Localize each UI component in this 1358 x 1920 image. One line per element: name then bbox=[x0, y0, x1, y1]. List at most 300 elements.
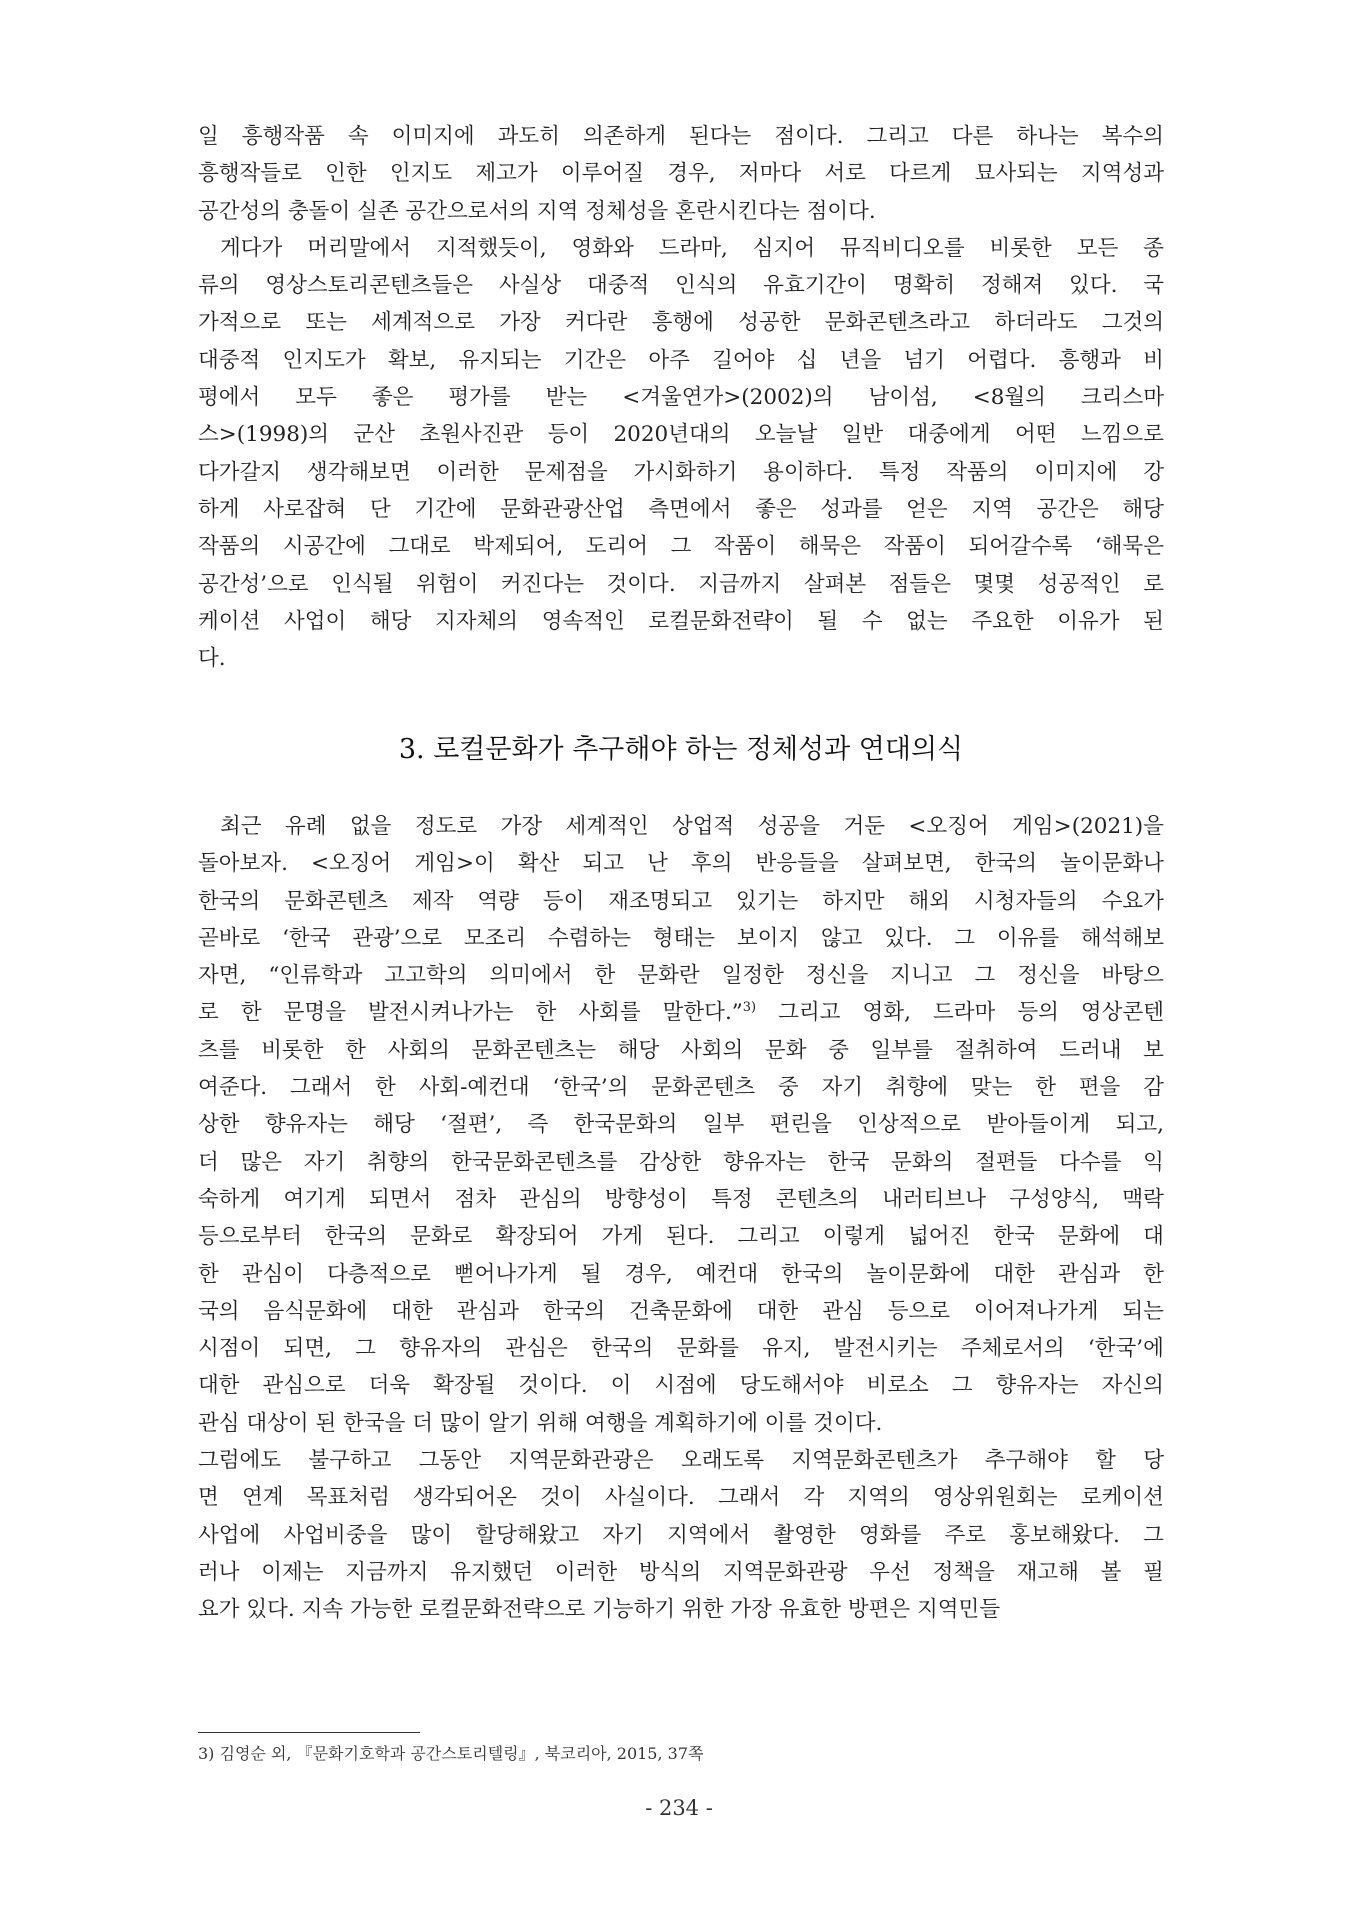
word: 유효기간이 bbox=[763, 273, 868, 299]
word: 맞는 bbox=[970, 1075, 1013, 1101]
text-line: 관심 대상이 된 한국을 더 많이 알기 위해 여행을 계획하기에 이를 것이다. bbox=[198, 1410, 883, 1436]
word: 지자체의 bbox=[435, 608, 519, 634]
text-line bbox=[198, 1517, 1164, 1554]
word: 당 bbox=[1143, 1448, 1164, 1474]
word: 자면, bbox=[198, 963, 247, 989]
word: 있기는 bbox=[736, 888, 799, 914]
word: 할 bbox=[1095, 1448, 1116, 1474]
word: 받는 bbox=[545, 385, 588, 411]
word: 가게 bbox=[601, 1224, 644, 1250]
word: 지니고 bbox=[890, 963, 953, 989]
word: 한국의 bbox=[198, 888, 261, 914]
word: 해석해보 bbox=[1080, 925, 1164, 951]
word: 것이다. bbox=[606, 571, 676, 597]
word: 인상적으로 bbox=[857, 1112, 962, 1138]
word: 유지했던 bbox=[450, 1559, 534, 1585]
word: 될 bbox=[817, 608, 839, 634]
word: 러나 bbox=[198, 1559, 240, 1585]
word: 후의 bbox=[690, 851, 733, 877]
word: 아주 bbox=[648, 347, 690, 373]
word: 거둔 bbox=[843, 814, 885, 839]
word: 그 bbox=[951, 1373, 973, 1399]
word: 한 bbox=[1035, 1075, 1056, 1101]
word: 되면, bbox=[283, 1336, 332, 1362]
text-line bbox=[198, 1256, 1164, 1293]
word: 지역의 bbox=[847, 1485, 910, 1511]
word: 한국의 bbox=[781, 1261, 844, 1287]
word: <오징어 bbox=[311, 851, 392, 877]
word: 등으로 bbox=[887, 1298, 950, 1324]
word: 그리고 bbox=[778, 1000, 841, 1026]
word: 문화를 bbox=[676, 1336, 739, 1362]
text-line bbox=[198, 1479, 1164, 1516]
word: 많은 bbox=[240, 1149, 283, 1175]
word: 영상콘텐 bbox=[1080, 1000, 1164, 1026]
word: 한 bbox=[375, 1075, 396, 1101]
word: 당도해서야 bbox=[739, 1373, 844, 1399]
word: 로 bbox=[198, 1000, 219, 1026]
word: 문명을 bbox=[283, 1000, 346, 1026]
word: 불구하고 bbox=[308, 1448, 392, 1474]
word: 묘사되는 bbox=[974, 161, 1058, 187]
word: 지역 bbox=[971, 496, 1013, 522]
word: 다가갈지 bbox=[198, 459, 282, 485]
word: 평가를 bbox=[448, 385, 511, 411]
word: 자기 bbox=[821, 1075, 864, 1101]
word: 이렇게 bbox=[822, 1224, 885, 1250]
word: 문화콘텐츠라고 bbox=[824, 310, 971, 336]
word: 수요가 bbox=[1101, 888, 1164, 914]
word: 성과를 bbox=[820, 496, 883, 522]
word: 살펴보면, bbox=[861, 851, 952, 877]
word: 최근 bbox=[220, 814, 262, 839]
word: 해당 bbox=[617, 1037, 660, 1063]
word: 등이 bbox=[542, 888, 585, 914]
footnote-divider bbox=[198, 1732, 420, 1733]
word: 되고 bbox=[582, 851, 624, 877]
word: 관심과 bbox=[1057, 1261, 1121, 1287]
word: 측면에서 bbox=[648, 496, 732, 522]
word: 되면서 bbox=[369, 1186, 432, 1212]
word: 없을 bbox=[349, 814, 392, 839]
word: 작품의 bbox=[198, 534, 261, 560]
word: 절편들 bbox=[975, 1149, 1038, 1175]
word: 된다는 bbox=[689, 124, 752, 149]
word: 사로잡혀 bbox=[263, 496, 347, 522]
word: 하지만 bbox=[822, 888, 885, 914]
word: 공간성’으로 bbox=[198, 571, 309, 597]
word: 그리고 bbox=[866, 124, 929, 149]
word: 로케이션 bbox=[1080, 1485, 1164, 1511]
word: 될 bbox=[580, 1261, 602, 1287]
word: 향유자는 bbox=[722, 1149, 807, 1175]
word: 이어져나가게 bbox=[973, 1298, 1099, 1324]
word: 상한 bbox=[198, 1112, 240, 1138]
word: 말한다.”$^{3)}$ bbox=[662, 1000, 757, 1026]
word: 추구해야 bbox=[984, 1448, 1068, 1474]
word: 어렵다. bbox=[967, 347, 1037, 373]
word: 관심과 bbox=[456, 1298, 519, 1324]
text-line: 요가 있다. 지속 가능한 로컬문화전략으로 기능하기 위한 가장 유효한 방편은 지역민들 bbox=[198, 1597, 1001, 1623]
word: 커다란 bbox=[565, 310, 628, 336]
word: 느낌으로 bbox=[1080, 422, 1164, 448]
word: 면 bbox=[198, 1485, 219, 1511]
word: 살펴본 bbox=[803, 571, 867, 597]
word: 정신을 bbox=[1017, 963, 1080, 989]
word: 되는 bbox=[1122, 1298, 1164, 1324]
word: 의존하게 bbox=[582, 124, 667, 149]
word: 예컨대 bbox=[695, 1261, 759, 1287]
word: 다층적으로 bbox=[327, 1261, 431, 1287]
word: ‘한국 bbox=[282, 925, 331, 951]
word: 드라마, bbox=[658, 235, 728, 261]
word: 그대로 bbox=[388, 534, 451, 560]
word: <8월의 bbox=[972, 385, 1046, 411]
word: 즉 bbox=[527, 1112, 549, 1138]
word: 국의 bbox=[198, 1298, 240, 1324]
word: 지역문화콘텐츠가 bbox=[791, 1448, 958, 1474]
text-line bbox=[198, 808, 1164, 845]
word: 구성양식, bbox=[1009, 1186, 1100, 1212]
word: 주요한 bbox=[971, 608, 1034, 634]
word: 스>(1998)의 bbox=[198, 422, 330, 448]
word: 한 bbox=[198, 1261, 219, 1287]
word: 정책을 bbox=[932, 1559, 995, 1585]
text-line bbox=[198, 267, 1164, 304]
word: 머리말에서 bbox=[307, 235, 412, 261]
word: 문화의 bbox=[891, 1149, 954, 1175]
text-line bbox=[198, 1554, 1164, 1591]
word: 향유자의 bbox=[399, 1336, 483, 1362]
text-line bbox=[198, 957, 1164, 994]
word: 이제는 bbox=[261, 1559, 324, 1585]
word: 게다가 bbox=[220, 235, 283, 261]
word: 바탕으 bbox=[1101, 963, 1164, 989]
word: 정해져 bbox=[980, 273, 1044, 299]
word: 몇몇 bbox=[973, 571, 1016, 597]
word: 속 bbox=[347, 124, 369, 149]
word: 평에서 bbox=[198, 385, 261, 411]
word: 문화콘텐츠 bbox=[284, 888, 389, 914]
word: 촬영한 bbox=[773, 1522, 836, 1548]
text-line bbox=[198, 1442, 1164, 1479]
word: 관심의 bbox=[519, 1186, 582, 1212]
word: 인식될 bbox=[331, 571, 394, 597]
word: 중 bbox=[777, 1075, 799, 1101]
word: 대한 bbox=[391, 1298, 433, 1324]
word: 제작 bbox=[411, 888, 454, 914]
word: 의미에서 bbox=[489, 963, 573, 989]
word: 관심으로 bbox=[262, 1373, 346, 1399]
word: 것이 bbox=[540, 1485, 582, 1511]
word: 십 bbox=[796, 347, 818, 373]
word: 용이하다. bbox=[763, 459, 854, 485]
word: 지역에서 bbox=[667, 1522, 751, 1548]
word: 비로소 bbox=[866, 1373, 929, 1399]
word: 가장 bbox=[499, 310, 541, 336]
text-line bbox=[198, 342, 1164, 379]
word: 모조리 bbox=[463, 925, 527, 951]
word: 더 bbox=[198, 1149, 219, 1175]
word: 기간은 bbox=[563, 347, 627, 373]
word: 곧바로 bbox=[198, 925, 261, 951]
word: 크리스마 bbox=[1080, 385, 1164, 411]
word: 자기 bbox=[303, 1149, 346, 1175]
word: 비롯한 bbox=[261, 1037, 324, 1063]
word: 편린을 bbox=[769, 1112, 832, 1138]
text-line bbox=[198, 491, 1164, 528]
word: 국 bbox=[1143, 273, 1164, 299]
word: 경우, bbox=[667, 161, 716, 187]
word: 이유를 bbox=[996, 925, 1060, 951]
word: 문화에 bbox=[1057, 1224, 1121, 1250]
text-line bbox=[198, 1032, 1164, 1069]
word: 그 bbox=[954, 925, 976, 951]
word: 방향성이 bbox=[604, 1186, 688, 1212]
word: 영상스토리콘텐츠들은 bbox=[265, 273, 474, 299]
word: 이 bbox=[610, 1373, 632, 1399]
word: 점차 bbox=[454, 1186, 497, 1212]
word: 그 bbox=[355, 1336, 376, 1362]
word: 등이 bbox=[547, 422, 590, 448]
text-line bbox=[198, 118, 1164, 155]
word: 영속적인 bbox=[541, 608, 625, 634]
word: 한국의 bbox=[974, 851, 1038, 877]
word: 보 bbox=[1143, 1037, 1164, 1063]
word: ‘해묵은 bbox=[1094, 534, 1164, 560]
word: 비롯한 bbox=[989, 235, 1052, 261]
word: 게임>(2021)을 bbox=[1012, 814, 1164, 839]
word: 문화란 bbox=[637, 963, 700, 989]
word: 특정 bbox=[878, 459, 921, 485]
word: 사업비중을 bbox=[283, 1522, 388, 1548]
text-line bbox=[198, 379, 1164, 416]
word: 이미지에 bbox=[1034, 459, 1118, 485]
word: 난 bbox=[647, 851, 668, 877]
word: 인한 bbox=[325, 161, 367, 187]
word: 감상한 bbox=[638, 1149, 702, 1175]
word: 일부 bbox=[702, 1112, 745, 1138]
word: 강 bbox=[1143, 459, 1164, 485]
word: 재조명되고 bbox=[608, 888, 713, 914]
word: 있다. bbox=[1069, 273, 1118, 299]
word: 길어야 bbox=[712, 347, 775, 373]
word: 한 bbox=[240, 1000, 262, 1026]
word: 대 bbox=[1143, 1224, 1164, 1250]
text-line bbox=[198, 1181, 1164, 1218]
word: 넘기 bbox=[903, 347, 945, 373]
text-line: 다. bbox=[198, 646, 226, 672]
text-line bbox=[198, 454, 1164, 491]
word: 일반 bbox=[841, 422, 884, 448]
word: 해외 bbox=[908, 888, 950, 914]
word: 년을 bbox=[839, 347, 882, 373]
word: 단 bbox=[369, 496, 391, 522]
word: 수 bbox=[861, 608, 883, 634]
word: 류의 bbox=[198, 273, 240, 299]
word: 없는 bbox=[906, 608, 948, 634]
word: <오징어 bbox=[908, 814, 989, 839]
word: 발전시켜나가는 bbox=[368, 1000, 514, 1026]
word: 이러한 bbox=[554, 1559, 618, 1585]
word: 게임>이 bbox=[414, 851, 495, 877]
word: 자신의 bbox=[1101, 1373, 1164, 1399]
word: 하나는 bbox=[1016, 124, 1079, 149]
word: 흥행작품 bbox=[241, 124, 325, 149]
text-line bbox=[198, 155, 1164, 192]
word: 주체로서의 bbox=[960, 1336, 1065, 1362]
word: 문화콘텐츠 bbox=[651, 1075, 756, 1101]
text-line bbox=[198, 1330, 1164, 1367]
word: 하더라도 bbox=[994, 310, 1078, 336]
word: 된다. bbox=[666, 1224, 715, 1250]
word: 감 bbox=[1143, 1075, 1164, 1101]
word: 비 bbox=[1143, 347, 1164, 373]
word: 반응들을 bbox=[755, 851, 839, 877]
word: 지적했듯이, bbox=[435, 235, 547, 261]
word: 할당해왔고 bbox=[475, 1522, 580, 1548]
text-line bbox=[198, 1069, 1164, 1106]
word: 명확히 bbox=[892, 273, 956, 299]
word: 그 bbox=[974, 963, 996, 989]
word: 어떤 bbox=[1014, 422, 1057, 448]
word: 하게 bbox=[198, 496, 240, 522]
word: 사회를 bbox=[578, 1000, 641, 1026]
word: 로 bbox=[1143, 571, 1164, 597]
word: 사업이 bbox=[283, 608, 347, 634]
text-line bbox=[198, 230, 1164, 267]
word: 확장될 bbox=[433, 1373, 496, 1399]
word: 관광’으로 bbox=[352, 925, 443, 951]
word: 성공적인 bbox=[1037, 571, 1121, 597]
word: 않고 bbox=[820, 925, 863, 951]
word: 해묵은 bbox=[798, 534, 862, 560]
word: 좋은 bbox=[371, 385, 414, 411]
word: 가적으로 bbox=[198, 310, 282, 336]
text-line bbox=[198, 603, 1164, 640]
word: 관심은 bbox=[505, 1336, 568, 1362]
word: 지역문화관광은 bbox=[508, 1448, 654, 1474]
word: 맥락 bbox=[1122, 1186, 1164, 1212]
word: 익 bbox=[1143, 1149, 1164, 1175]
word: 문화관광산업 bbox=[500, 496, 625, 522]
word: 작품의 bbox=[946, 459, 1009, 485]
word: 취향에 bbox=[885, 1075, 949, 1101]
word: 대중적 bbox=[586, 273, 650, 299]
text-line bbox=[198, 1367, 1164, 1404]
word: 남이섬, bbox=[868, 385, 938, 411]
word: 이러한 bbox=[436, 459, 499, 485]
text-line bbox=[198, 994, 1164, 1031]
word: 서로 bbox=[824, 161, 866, 187]
word: 오늘날 bbox=[754, 422, 818, 448]
word: 한국문화콘텐츠를 bbox=[451, 1149, 618, 1175]
word: 사회-예컨대 bbox=[418, 1075, 530, 1101]
footnote-marker: 3) bbox=[742, 1000, 757, 1016]
word: 시점이 bbox=[198, 1336, 261, 1362]
word: 2020년대의 bbox=[613, 422, 731, 448]
word: 기간에 bbox=[414, 496, 477, 522]
word: 관심 bbox=[822, 1298, 864, 1324]
word: 다르게 bbox=[889, 161, 952, 187]
word: 작품이 bbox=[713, 534, 777, 560]
text-line bbox=[198, 1293, 1164, 1330]
word: 박제되어, bbox=[473, 534, 564, 560]
word: 모두 bbox=[295, 385, 337, 411]
word: 일부를 bbox=[870, 1037, 933, 1063]
word: 필 bbox=[1143, 1559, 1164, 1585]
word: 인지도가 bbox=[282, 347, 366, 373]
word: 향유자는 bbox=[995, 1373, 1079, 1399]
word: 일정한 bbox=[721, 963, 784, 989]
word: 되고, bbox=[1115, 1112, 1164, 1138]
word: 케이션 bbox=[198, 608, 261, 634]
word: 위험이 bbox=[416, 571, 479, 597]
word: 이유가 bbox=[1057, 608, 1120, 634]
word: 홍보해왔다. bbox=[1009, 1522, 1120, 1548]
word: 이미지에 bbox=[391, 124, 475, 149]
word: 한국의 bbox=[324, 1224, 388, 1250]
word: 가시화하기 bbox=[633, 459, 738, 485]
word: 형태는 bbox=[652, 925, 716, 951]
word: 지역문화관광 bbox=[722, 1559, 848, 1585]
word: 인지도 bbox=[389, 161, 453, 187]
text-line bbox=[198, 566, 1164, 603]
word: 상업적 bbox=[672, 814, 735, 839]
word: 한국 bbox=[827, 1149, 870, 1175]
word: 확장되어 bbox=[495, 1224, 579, 1250]
word: 해당 bbox=[373, 1112, 415, 1138]
word: 지금까지 bbox=[345, 1559, 429, 1585]
word: 한 bbox=[345, 1037, 366, 1063]
word: 가장 bbox=[500, 814, 543, 839]
word: 드라마 bbox=[932, 1000, 996, 1026]
word: 한 bbox=[535, 1000, 557, 1026]
word: 주로 bbox=[944, 1522, 986, 1548]
word: 한 bbox=[1143, 1261, 1164, 1287]
word: 인식의 bbox=[675, 273, 738, 299]
word: 정도로 bbox=[414, 814, 478, 839]
word: 것이다. bbox=[518, 1373, 588, 1399]
word: 뻗어나가게 bbox=[453, 1261, 558, 1287]
word: 연계 bbox=[241, 1485, 284, 1511]
word: 유지되는 bbox=[458, 347, 542, 373]
word: 커진다는 bbox=[500, 571, 584, 597]
word: 과도히 bbox=[497, 124, 560, 149]
word: 심지어 bbox=[752, 235, 816, 261]
body-text-bottom bbox=[198, 808, 1164, 1629]
word: 볼 bbox=[1100, 1559, 1122, 1585]
word: 편을 bbox=[1078, 1075, 1121, 1101]
word: 받아들이게 bbox=[986, 1112, 1091, 1138]
word: 사실상 bbox=[498, 273, 562, 299]
word: 그래서 bbox=[717, 1485, 781, 1511]
word: 세계적으로 bbox=[371, 310, 475, 336]
word: 종 bbox=[1143, 235, 1164, 261]
word: 대중에게 bbox=[907, 422, 991, 448]
word: 지금까지 bbox=[698, 571, 782, 597]
word: “인류학과 bbox=[268, 963, 363, 989]
word: 우선 bbox=[869, 1559, 911, 1585]
word: 발전시키는 bbox=[833, 1336, 938, 1362]
word: 사업에 bbox=[198, 1522, 261, 1548]
word: 일 bbox=[198, 124, 219, 149]
word: 경우, bbox=[624, 1261, 673, 1287]
word: 숙하게 bbox=[198, 1186, 261, 1212]
text-line bbox=[198, 416, 1164, 453]
word: 재고해 bbox=[1016, 1559, 1079, 1585]
word: 여기게 bbox=[283, 1186, 346, 1212]
